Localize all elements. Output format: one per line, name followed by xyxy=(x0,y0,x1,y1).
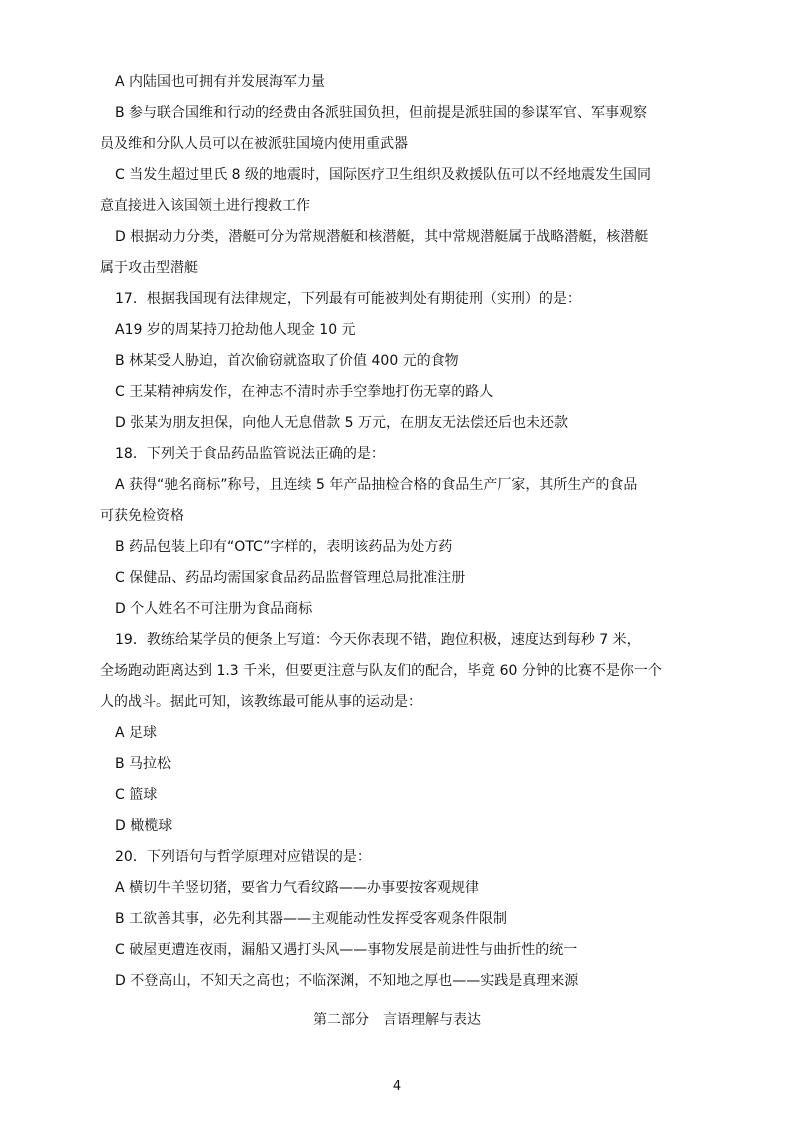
q17-option-d: D 张某为朋友担保，向他人无息借款 5 万元，在朋友无法偿还后也未还款 xyxy=(115,415,569,431)
q16-option-b-line2: 员及维和分队人员可以在被派驻国境内使用重武器 xyxy=(100,136,408,152)
q17-option-a: A19 岁的周某持刀抢劫他人现金 10 元 xyxy=(115,322,356,338)
q18-question: 18．下列关于食品药品监管说法正确的是： xyxy=(115,446,385,462)
section-heading: 第二部分 言语理解与表达 xyxy=(313,1012,481,1028)
q16-option-c-line1: C 当发生超过里氏 8 级的地震时，国际医疗卫生组织及救援队伍可以不经地震发生国同 xyxy=(115,167,652,183)
q18-option-a-line2: 可获免检资格 xyxy=(100,508,184,524)
q20-option-b: B 工欲善其事，必先利其器——主观能动性发挥受客观条件限制 xyxy=(115,911,508,927)
q17-option-c: C 王某精神病发作，在神志不清时赤手空拳地打伤无辜的路人 xyxy=(115,384,494,400)
q19-option-a: A 足球 xyxy=(115,725,158,741)
q16-option-a: A 内陆国也可拥有并发展海军力量 xyxy=(115,74,326,90)
q16-option-d-line2: 属于攻击型潜艇 xyxy=(100,260,198,276)
q16-option-c-line2: 意直接进入该国领土进行搜救工作 xyxy=(100,198,310,214)
q20-option-d: D 不登高山，不知天之高也；不临深渊，不知地之厚也——实践是真理来源 xyxy=(115,973,579,989)
q16-option-d-line1: D 根据动力分类，潜艇可分为常规潜艇和核潜艇，其中常规潜艇属于战略潜艇，核潜艇 xyxy=(115,229,649,245)
q17-option-b: B 林某受人胁迫，首次偷窃就盗取了价值 400 元的食物 xyxy=(115,353,459,369)
q18-option-a-line1: A 获得“驰名商标”称号，且连续 5 年产品抽检合格的食品生产厂家，其所生产的食品 xyxy=(115,477,638,493)
q20-option-a: A 横切牛羊竖切猪，要省力气看纹路——办事要按客观规律 xyxy=(115,880,480,896)
page-number: 4 xyxy=(392,1079,402,1094)
q19-option-b: B 马拉松 xyxy=(115,756,172,772)
q19-question-line3: 人的战斗。据此可知，该教练最可能从事的运动是： xyxy=(100,694,422,710)
q19-option-d: D 橄榄球 xyxy=(115,818,173,834)
q18-option-b: B 药品包装上印有“OTC”字样的，表明该药品为处方药 xyxy=(115,539,453,555)
q19-question-line2: 全场跑动距离达到 1.3 千米，但要更注意与队友们的配合，毕竟 60 分钟的比赛不是你一个 xyxy=(100,663,662,679)
q19-option-c: C 篮球 xyxy=(115,787,158,803)
q16-option-b-line1: B 参与联合国维和行动的经费由各派驻国负担，但前提是派驻国的参谋军官、军事观察 xyxy=(115,105,648,121)
q20-option-c: C 破屋更遭连夜雨，漏船又遇打头风——事物发展是前进性与曲折性的统一 xyxy=(115,942,578,958)
q20-question: 20．下列语句与哲学原理对应错误的是： xyxy=(115,849,371,865)
q18-option-d: D 个人姓名不可注册为食品商标 xyxy=(115,601,313,617)
q17-question: 17．根据我国现有法律规定，下列最有可能被判处有期徒刑（实刑）的是： xyxy=(115,291,581,307)
q18-option-c: C 保健品、药品均需国家食品药品监督管理总局批准注册 xyxy=(115,570,466,586)
q19-question-line1: 19．教练给某学员的便条上写道：今天你表现不错，跑位积极，速度达到每秒 7 米， xyxy=(115,632,641,648)
